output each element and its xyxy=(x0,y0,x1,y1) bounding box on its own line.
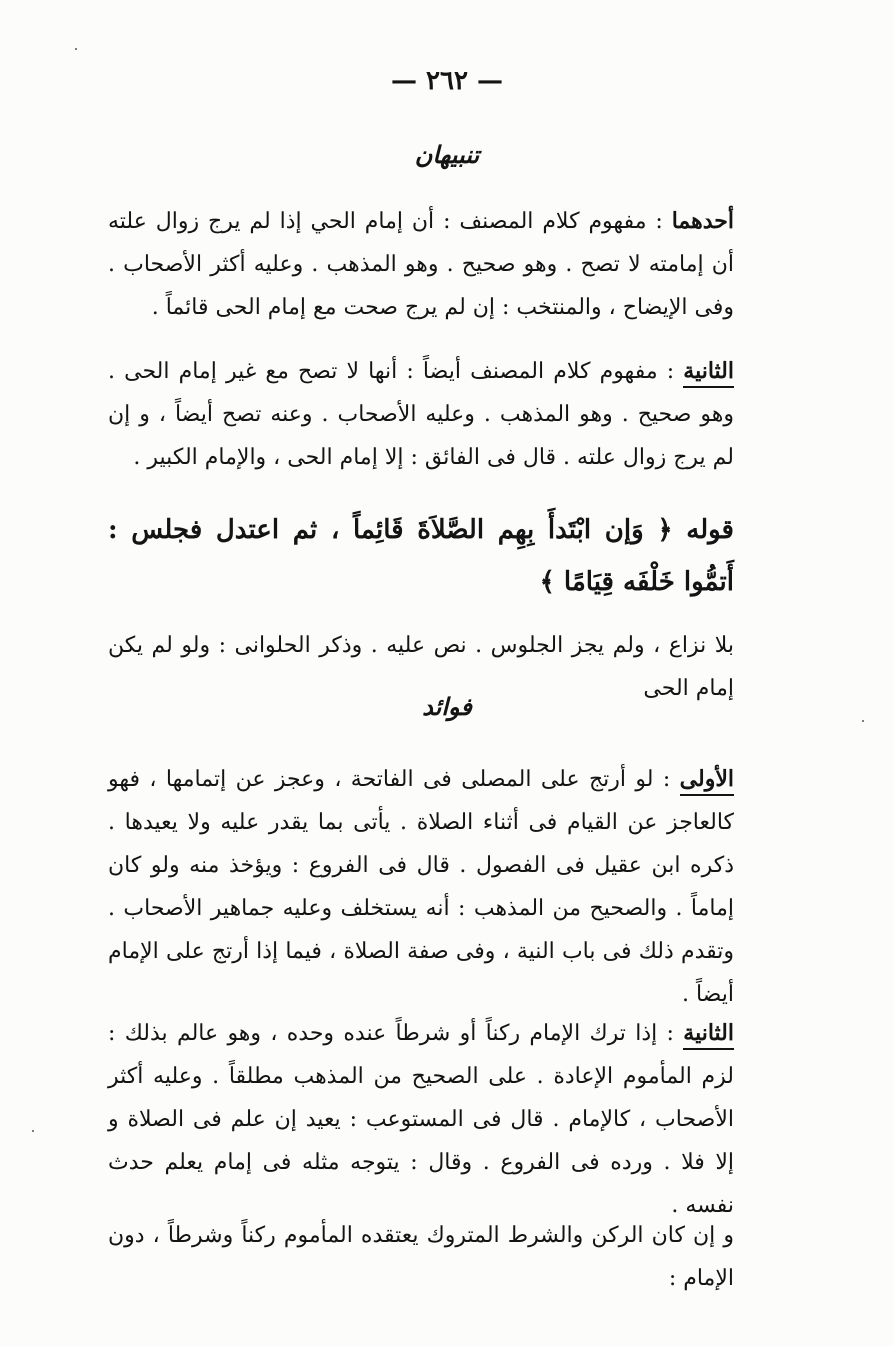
paragraph-lead: الثانية xyxy=(683,358,734,388)
paragraph-closing xyxy=(108,1214,734,1300)
section-heading-notes: تنبيهان xyxy=(414,140,480,169)
section-heading-benefits: فوائد xyxy=(422,692,472,721)
paragraph-lead: قوله xyxy=(686,515,734,545)
paragraph-text: : مفهوم كلام المصنف : أن إمام الحي إذا لم يرج زوال علته أن إمامته لا تصح . وهو صحيح . وهو المذهب . وعليه أكثر الأصحاب . وفى الإيضاح ، والمنتخب : إن لم يرج صحت مع إمام الحى قائماً . xyxy=(108,209,734,320)
paragraph-text: : إذا ترك الإمام ركناً أو شرطاً عنده وحده ، وهو عالم بذلك : لزم المأموم الإعادة . على الصحيح من المذهب مطلقاً . وعليه أكثر الأصحاب ، كالإمام . قال فى المستوعب : يعيد إن علم فى الصلاة و إلا فلا . ورده فى الفروع . وقال : يتوجه مثله فى إمام يعلم حدث نفسه . xyxy=(108,1021,734,1218)
paragraph-text: : لو أرتج على المصلى فى الفاتحة ، وعجز عن إتمامها ، فهو كالعاجز عن القيام فى أثناء الصلاة . يأتى بما يقدر عليه ولا يعيدها . ذكره ابن عقيل فى الفصول . قال فى الفروع : ويؤخذ منه ولو كان إماماً . والصحيح من المذهب : أنه يستخلف وعليه جماهير الأصحاب . وتقدم ذلك فى باب النية ، وفى صفة الصلاة ، فيما إذا أرتج على الإمام أيضاً . xyxy=(108,767,734,1007)
paragraph-text: بلا نزاع ، ولم يجز الجلوس . نص عليه . وذكر الحلوانى : ولو لم يكن إمام الحى xyxy=(108,633,734,701)
quoted-text: ﴿ وَإن ابْتَدأَ بِهِم الصَّلاَةَ قَائِماً ، ثم اعتدل فجلس : أَتمُّوا خَلْفَه قِيَامًا ﴾ xyxy=(108,515,734,597)
paragraph-lead: الثانية xyxy=(683,1020,734,1050)
paragraph-text: و إن كان الركن والشرط المتروك يعتقده المأموم ركناً وشرطاً ، دون الإمام : xyxy=(108,1223,734,1291)
paragraph-text: : مفهوم كلام المصنف أيضاً : أنها لا تصح مع غير إمام الحى . وهو صحيح . وهو المذهب . وعليه الأصحاب . وعنه تصح أيضاً ، و إن لم يرج زوال علته . قال فى الفائق : إلا إمام الحى ، والإمام الكبير . xyxy=(108,359,734,470)
scan-speck xyxy=(862,720,864,722)
scan-speck xyxy=(32,1130,34,1132)
paragraph-second-note xyxy=(108,350,734,479)
paragraph-lead: أحدهما xyxy=(671,208,734,234)
paragraph-second-benefit xyxy=(108,1012,734,1227)
paragraph-first-note xyxy=(108,200,734,329)
paragraph-first-benefit xyxy=(108,758,734,1016)
paragraph-quoted-text xyxy=(108,504,734,608)
scan-speck xyxy=(75,48,77,50)
page-number: — ٢٦٢ — xyxy=(390,66,504,96)
paragraph-lead: الأولى xyxy=(680,766,734,796)
